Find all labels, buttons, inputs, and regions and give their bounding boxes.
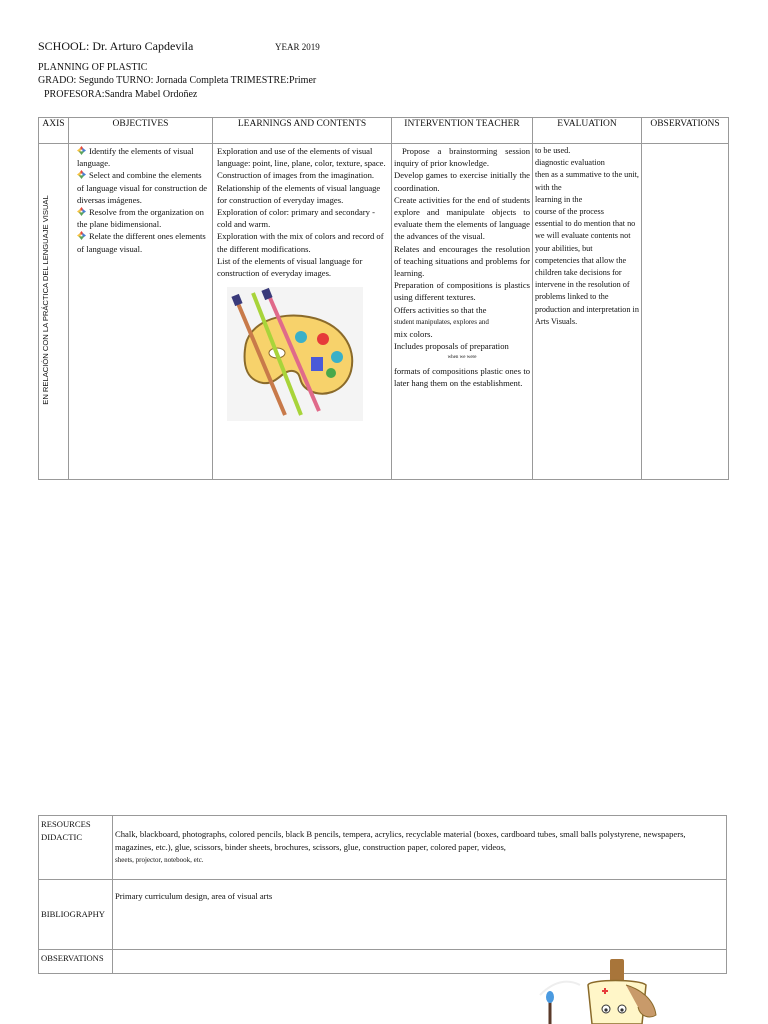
header-learnings: LEARNINGS AND CONTENTS: [213, 118, 392, 144]
resources-table: [38, 815, 727, 974]
axis-text: EN RELACIÓN CON LA PRÁCTICA DEL LENGUAJE VISUAL: [41, 195, 50, 405]
planning-title: PLANNING OF PLASTIC: [38, 62, 148, 73]
paint-palette-icon: [227, 287, 363, 421]
learnings-cell: [213, 144, 392, 480]
intervention-item: student manipulates, explores and: [394, 317, 489, 326]
axis-cell: [39, 144, 69, 480]
intervention-item: Preparation of compositions is plastics using different textures.: [394, 280, 530, 303]
intervention-item: Includes proposals of preparation: [394, 341, 509, 352]
evaluation-item: we will evaluate contents not your abilities, but competencies that allow the children take decisions for intervene in the resolution of problems linked to the production and interpretation in Arts Visuals.: [535, 231, 639, 326]
paint-tube-cartoon-icon: [530, 955, 660, 1024]
learning-item: Exploration with the mix of colors and record of the different modifications.: [217, 231, 384, 254]
learning-item: List of the elements of visual language for construction of everyday images.: [217, 255, 363, 279]
school-name: SCHOOL: Dr. Arturo Capdevila: [38, 39, 194, 53]
colored-arrow-bullet-icon: [77, 231, 86, 240]
learning-item: Exploration of color: primary and secondary - cold and warm.: [217, 207, 375, 230]
header-objectives: OBJECTIVES: [69, 118, 213, 144]
resources-label: RESOURCES DIDACTIC: [39, 816, 113, 880]
objective-item: Resolve from the organization on the plane bidimensional.: [77, 207, 204, 230]
objective-item: Relate the different ones elements of language visual.: [77, 231, 206, 254]
objective-item: Select and combine the elements of language visual for construction de diversas imágenes.: [77, 170, 208, 205]
profesora-line: PROFESORA:Sandra Mabel Ordoñez: [44, 89, 198, 100]
planning-table: [38, 117, 729, 480]
intervention-item: Create activities for the end of students explore and manipulate objects to evaluate them the elements of language the advances of the visual.: [394, 194, 530, 242]
intervention-item: Relates and encourages the resolution of teaching situations and problems for learning.: [394, 243, 530, 279]
intervention-item: when we were: [447, 355, 477, 361]
intervention-cell: [392, 144, 533, 480]
header-observations: OBSERVATIONS: [642, 118, 729, 144]
evaluation-item: diagnostic evaluation: [535, 158, 605, 168]
header-axis: AXIS: [39, 118, 69, 144]
intervention-item: Develop games to exercise initially the coordination.: [394, 170, 530, 193]
objectives-cell: [69, 144, 213, 480]
bibliography-label: BIBLIOGRAPHY: [39, 880, 113, 950]
colored-arrow-bullet-icon: [77, 146, 86, 155]
intervention-item: Propose a brainstorming session inquiry of prior knowledge.: [394, 146, 530, 169]
colored-arrow-bullet-icon: [77, 207, 86, 216]
evaluation-item: course of the process: [535, 207, 604, 217]
learning-item: Exploration and use of the elements of visual language: point, line, plane, color, texture, space.: [217, 146, 386, 169]
learning-item: Construction of images from the imagination.: [217, 170, 375, 181]
intervention-item: formats of compositions plastic ones to later hang them on the establishment.: [394, 365, 530, 388]
colored-arrow-bullet-icon: [77, 170, 86, 179]
observations-label: OBSERVATIONS: [39, 950, 113, 974]
header-intervention: INTERVENTION TEACHER: [392, 118, 533, 144]
evaluation-item: essential to do mention that no: [535, 219, 636, 229]
evaluation-item: to be used.: [535, 146, 571, 155]
grado-line: GRADO: Segundo TURNO: Jornada Completa TRIMESTRE:Primer: [38, 75, 317, 86]
observations-cell: [642, 144, 729, 480]
intervention-item: Offers activities so that the: [394, 304, 487, 315]
header-evaluation: EVALUATION: [533, 118, 642, 144]
learning-item: Relationship of the elements of visual language for construction of everyday images.: [217, 182, 381, 205]
resources-value: Chalk, blackboard, photographs, colored pencils, black B pencils, tempera, acrylics, recyclable material (boxes, cardboard tubes, small balls polystyrene, newspapers, magazines, etc.), glue, scissors, binder sheets, brochures, scissors, glue, construction paper, colored paper, videos, sheets, projector, notebook, etc.: [113, 816, 727, 880]
intervention-item: mix colors.: [394, 329, 433, 340]
evaluation-item: then as a summative to the unit, with the: [535, 170, 639, 192]
bibliography-value: Primary curriculum design, area of visual arts: [113, 880, 727, 950]
objective-item: Identify the elements of visual language.: [77, 146, 194, 169]
year-label: YEAR 2019: [275, 42, 320, 52]
evaluation-cell: [533, 144, 642, 480]
evaluation-item: learning in the: [535, 194, 583, 204]
